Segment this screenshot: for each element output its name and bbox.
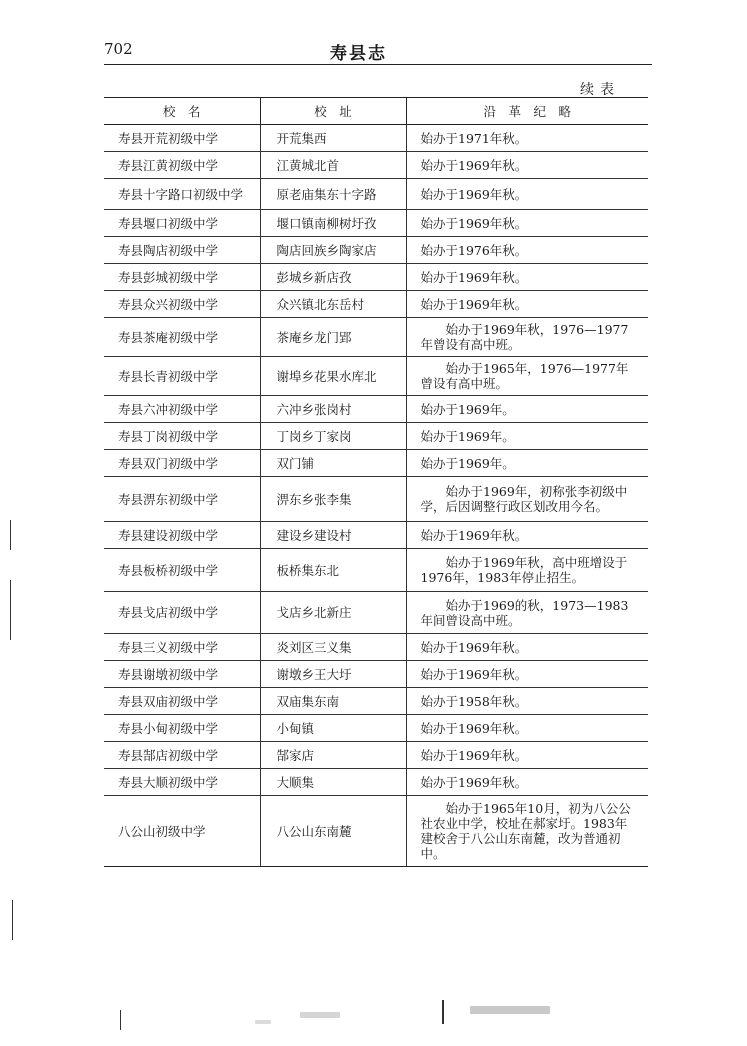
table-row [104, 291, 648, 318]
table-row [104, 264, 648, 291]
school-address-cell: 谢墩乡王大圩 [260, 661, 406, 688]
school-address-cell: 陶店回族乡陶家店 [260, 237, 406, 264]
school-name-cell: 寿县堰口初级中学 [104, 210, 260, 237]
school-name-cell: 寿县茶庵初级中学 [104, 318, 260, 357]
school-name-cell: 寿县小甸初级中学 [104, 715, 260, 742]
table-row [104, 450, 648, 477]
school-address-cell: 开荒集西 [260, 125, 406, 152]
school-address-cell: 彭城乡新店孜 [260, 264, 406, 291]
table-row [104, 796, 648, 867]
schools-table [104, 97, 648, 867]
school-history-cell: 始办于1969年秋。 [406, 522, 648, 549]
school-name-cell: 寿县郜店初级中学 [104, 742, 260, 769]
school-history-cell: 始办于1965年10月，初为八公公社农业中学，校址在郝家圩。1983年建校舍于八公山东南麓，改为普通初中。 [406, 796, 648, 867]
scan-speck [470, 1006, 550, 1014]
school-history-cell: 始办于1971年秋。 [406, 125, 648, 152]
school-history-cell: 始办于1969的秋，1973—1983年间曾设高中班。 [406, 592, 648, 634]
school-address-cell: 原老庙集东十字路 [260, 179, 406, 210]
table-row [104, 522, 648, 549]
school-name-cell: 寿县彭城初级中学 [104, 264, 260, 291]
scan-mark [120, 1010, 121, 1030]
school-address-cell: 双庙集东南 [260, 688, 406, 715]
school-address-cell: 堰口镇南柳树圩孜 [260, 210, 406, 237]
table-row [104, 237, 648, 264]
table-row [104, 210, 648, 237]
school-history-cell: 始办于1958年秋。 [406, 688, 648, 715]
school-name-cell: 寿县丁岗初级中学 [104, 423, 260, 450]
school-history-cell: 始办于1969年秋。 [406, 264, 648, 291]
school-history-cell: 始办于1969年。 [406, 396, 648, 423]
school-history-cell: 始办于1965年，1976—1977年曾设有高中班。 [406, 357, 648, 396]
school-address-cell: 郜家店 [260, 742, 406, 769]
school-history-cell: 始办于1976年秋。 [406, 237, 648, 264]
column-header-address: 校 址 [260, 98, 406, 125]
school-address-cell: 丁岗乡丁家岗 [260, 423, 406, 450]
page-number: 702 [104, 40, 133, 58]
table-header-row [104, 98, 648, 125]
school-address-cell: 大顺集 [260, 769, 406, 796]
table-row [104, 318, 648, 357]
scan-speck [300, 1012, 340, 1018]
scan-mark [10, 520, 11, 550]
school-address-cell: 戈店乡北新庄 [260, 592, 406, 634]
school-name-cell: 寿县淠东初级中学 [104, 477, 260, 522]
book-title: 寿县志 [330, 44, 387, 64]
school-address-cell: 谢埠乡花果水库北 [260, 357, 406, 396]
school-address-cell: 建设乡建设村 [260, 522, 406, 549]
school-name-cell: 寿县大顺初级中学 [104, 769, 260, 796]
school-history-cell: 始办于1969年。 [406, 450, 648, 477]
table-row [104, 634, 648, 661]
school-address-cell: 小甸镇 [260, 715, 406, 742]
school-name-cell: 八公山初级中学 [104, 796, 260, 867]
school-history-cell: 始办于1969年秋。 [406, 715, 648, 742]
school-name-cell: 寿县双门初级中学 [104, 450, 260, 477]
school-address-cell: 江黄城北首 [260, 152, 406, 179]
school-name-cell: 寿县陶店初级中学 [104, 237, 260, 264]
school-address-cell: 八公山东南麓 [260, 796, 406, 867]
school-history-cell: 始办于1969年秋。 [406, 179, 648, 210]
school-address-cell: 众兴镇北东岳村 [260, 291, 406, 318]
table-row [104, 477, 648, 522]
school-name-cell: 寿县江黄初级中学 [104, 152, 260, 179]
school-name-cell: 寿县众兴初级中学 [104, 291, 260, 318]
school-history-cell: 始办于1969年秋。 [406, 769, 648, 796]
table-row [104, 423, 648, 450]
table-row [104, 769, 648, 796]
school-history-cell: 始办于1969年秋。 [406, 210, 648, 237]
school-history-cell: 始办于1969年。 [406, 423, 648, 450]
school-history-cell: 始办于1969年秋。 [406, 661, 648, 688]
school-name-cell: 寿县建设初级中学 [104, 522, 260, 549]
header-rule [104, 64, 652, 65]
continued-label: 续表 [580, 82, 620, 98]
scan-mark [10, 580, 11, 640]
column-header-name: 校 名 [104, 98, 260, 125]
school-history-cell: 始办于1969年秋，高中班增设于1976年，1983年停止招生。 [406, 549, 648, 592]
school-history-cell: 始办于1969年，初称张李初级中学，后因调整行政区划改用今名。 [406, 477, 648, 522]
table-row [104, 179, 648, 210]
table-row [104, 661, 648, 688]
school-history-cell: 始办于1969年秋。 [406, 742, 648, 769]
school-name-cell: 寿县三义初级中学 [104, 634, 260, 661]
school-name-cell: 寿县六冲初级中学 [104, 396, 260, 423]
school-history-cell: 始办于1969年秋。 [406, 291, 648, 318]
table-row [104, 357, 648, 396]
school-name-cell: 寿县长青初级中学 [104, 357, 260, 396]
school-address-cell: 炎刘区三义集 [260, 634, 406, 661]
school-address-cell: 板桥集东北 [260, 549, 406, 592]
table-row [104, 549, 648, 592]
scan-mark [442, 1000, 444, 1024]
school-address-cell: 茶庵乡龙门郢 [260, 318, 406, 357]
school-name-cell: 寿县谢墩初级中学 [104, 661, 260, 688]
school-name-cell: 寿县板桥初级中学 [104, 549, 260, 592]
school-name-cell: 寿县十字路口初级中学 [104, 179, 260, 210]
school-name-cell: 寿县双庙初级中学 [104, 688, 260, 715]
school-address-cell: 淠东乡张李集 [260, 477, 406, 522]
school-name-cell: 寿县戈店初级中学 [104, 592, 260, 634]
scan-mark [12, 900, 13, 940]
scan-speck [255, 1020, 271, 1024]
table-row [104, 715, 648, 742]
school-address-cell: 双门铺 [260, 450, 406, 477]
school-history-cell: 始办于1969年秋。 [406, 152, 648, 179]
table-row [104, 688, 648, 715]
school-address-cell: 六冲乡张岗村 [260, 396, 406, 423]
school-history-cell: 始办于1969年秋。 [406, 634, 648, 661]
table-row [104, 742, 648, 769]
table-row [104, 592, 648, 634]
table-row [104, 125, 648, 152]
school-name-cell: 寿县开荒初级中学 [104, 125, 260, 152]
table-row [104, 396, 648, 423]
table-row [104, 152, 648, 179]
school-history-cell: 始办于1969年秋，1976—1977年曾设有高中班。 [406, 318, 648, 357]
column-header-history: 沿 革 纪 略 [406, 98, 648, 125]
